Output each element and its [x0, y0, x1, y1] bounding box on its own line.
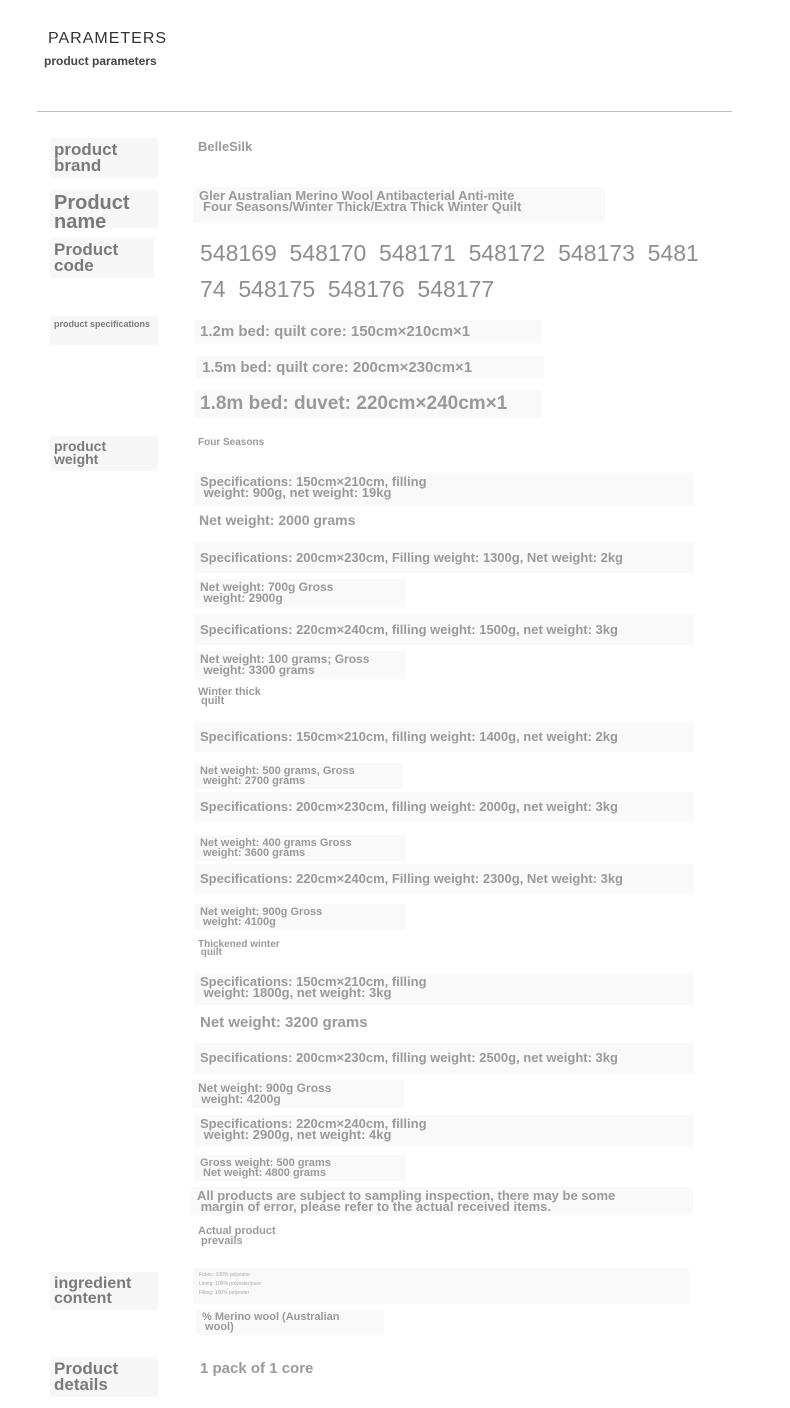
label-specs: product specifications [50, 316, 158, 345]
divider [37, 111, 732, 112]
value-details: 1 pack of 1 core [200, 1360, 314, 1377]
spec-3: 1.8m bed: duvet: 220cm×240cm×1 [194, 390, 542, 418]
page-subtitle: product parameters [44, 54, 157, 68]
wt1-spec: Specifications: 150cm×210cm, filling weight: 1400g, net weight: 2kg [194, 722, 694, 752]
value-name [193, 187, 605, 223]
group-winter-thick: Winter thick quilt [198, 686, 261, 707]
label-weight: product weight [50, 436, 158, 471]
value-brand: BelleSilk [198, 139, 253, 154]
wt2-spec: Specifications: 200cm×230cm, filling weight: 2000g, net weight: 3kg [194, 792, 694, 822]
actual-prevails: Actual product prevails [198, 1225, 276, 1247]
page-title: PARAMETERS [48, 30, 168, 47]
label-details: Product details [50, 1357, 158, 1397]
label-code: Product code [50, 238, 154, 278]
tk2-spec: Specifications: 200cm×230cm, filling weight: 2500g, net weight: 3kg [194, 1043, 694, 1073]
filling-line: Filling: 100% polyester [199, 1290, 250, 1296]
tk2-net: Net weight: 900g Gross weight: 4200g [192, 1080, 404, 1108]
fs2-spec: Specifications: 200cm×230cm, Filling weight: 1300g, Net weight: 2kg [194, 543, 694, 573]
merino-content: % Merino wool (Australian wool) [196, 1309, 384, 1335]
fs2-net: Net weight: 700g Gross weight: 2900g [194, 579, 406, 607]
tk1-net: Net weight: 3200 grams [200, 1014, 368, 1031]
label-name: Product name [50, 190, 158, 228]
tk3-spec: Specifications: 220cm×240cm, filling weight: 2900g, net weight: 4kg [194, 1115, 694, 1147]
wt1-net: Net weight: 500 grams, Gross weight: 2700 grams [194, 763, 402, 789]
name-line-2: Four Seasons/Winter Thick/Extra Thick Winter Quilt [203, 199, 522, 214]
fs3-net: Net weight: 100 grams; Gross weight: 3300 grams [194, 651, 406, 679]
code-line-2: 74 548175 548176 548177 [200, 276, 495, 302]
ingredient-list [193, 1268, 689, 1304]
wt2-net: Net weight: 400 grams Gross weight: 3600 grams [194, 835, 406, 861]
group-thickened: Thickened winter quilt [198, 939, 280, 958]
code-line-1: 548169 548170 548171 548172 548173 5481 [200, 240, 699, 266]
fabric-line: Fabric: 100% polyester [199, 1272, 251, 1278]
fs1-spec: Specifications: 150cm×210cm, filling weight: 900g, net weight: 19kg [194, 473, 694, 505]
group-four-seasons: Four Seasons [198, 437, 265, 448]
value-code [200, 235, 699, 307]
label-brand: product brand [50, 138, 158, 178]
fs3-spec: Specifications: 220cm×240cm, filling weight: 1500g, net weight: 3kg [194, 615, 694, 645]
spec-2: 1.5m bed: quilt core: 200cm×230cm×1 [196, 356, 544, 379]
spec-1: 1.2m bed: quilt core: 150cm×210cm×1 [194, 320, 542, 343]
wt3-spec: Specifications: 220cm×240cm, Filling weight: 2300g, Net weight: 3kg [194, 864, 694, 894]
tk3-net: Gross weight: 500 grams Net weight: 4800 grams [194, 1155, 406, 1181]
tk1-spec: Specifications: 150cm×210cm, filling weight: 1800g, net weight: 3kg [194, 973, 694, 1005]
fs1-net: Net weight: 2000 grams [199, 512, 356, 528]
name-line-1: Gler Australian Merino Wool Antibacterial Anti-mite [199, 188, 515, 203]
wt3-net: Net weight: 900g Gross weight: 4100g [194, 904, 406, 930]
label-ingredient: ingredient content [50, 1272, 158, 1310]
disclaimer: All products are subject to sampling inspection, there may be some margin of error, please refer to the actual received items. [191, 1187, 693, 1215]
lining-line: Lining: 100% polyester/pure [199, 1281, 261, 1287]
